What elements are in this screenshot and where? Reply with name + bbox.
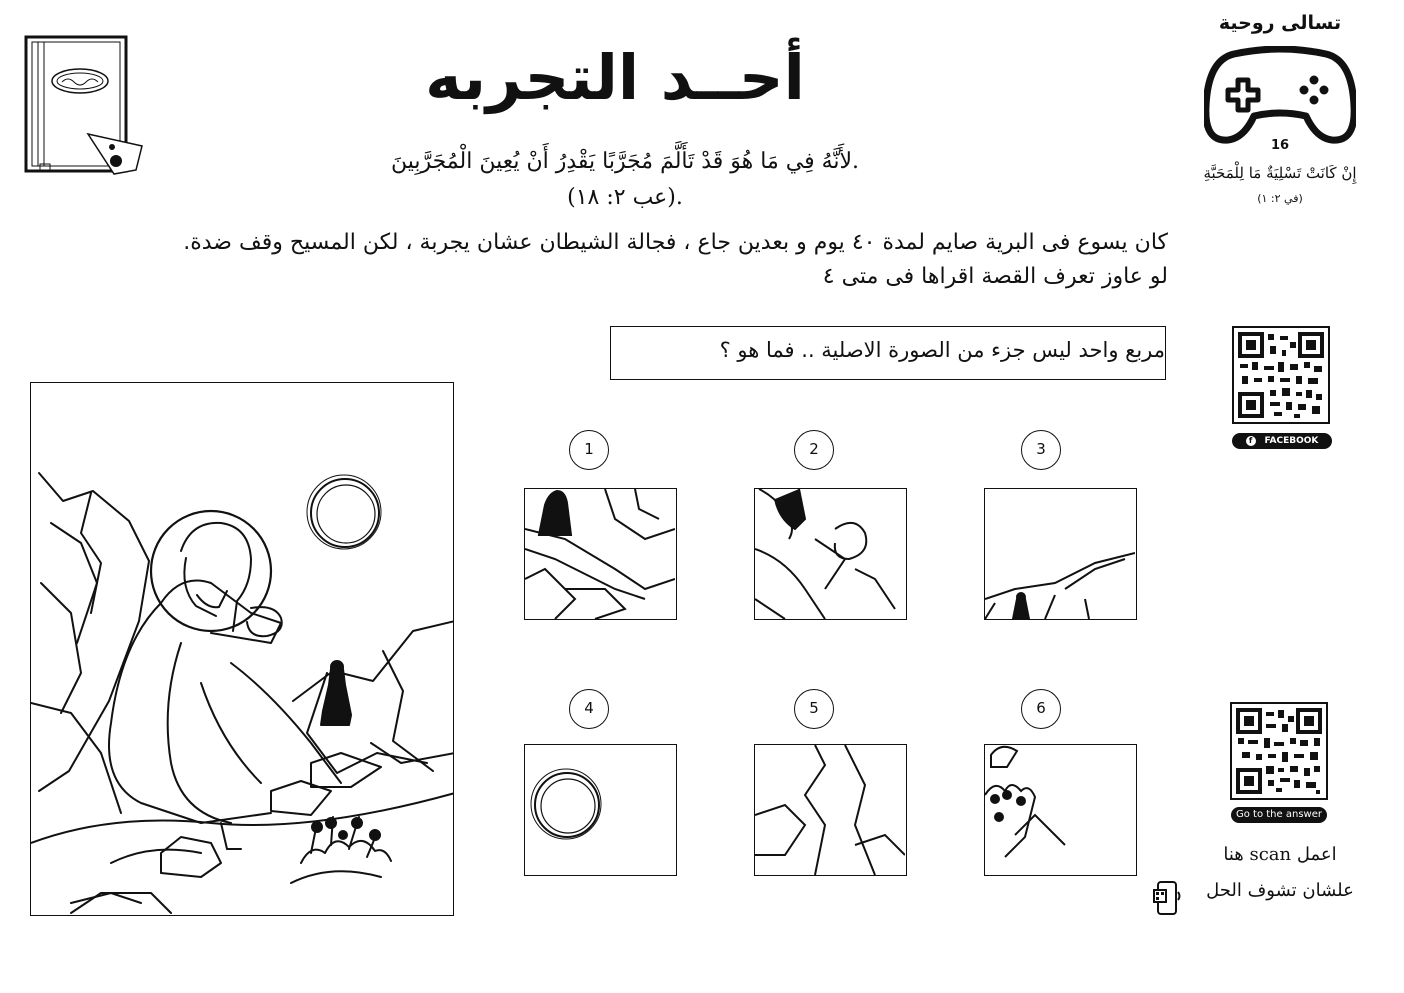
- story-line-2: لو عاوز تعرف القصة اقراها فى متى ٤: [822, 264, 1168, 289]
- answer-qr-code[interactable]: [1230, 702, 1328, 800]
- book-logo: [24, 34, 146, 176]
- scan-instruction-2: علشان تشوف الحل: [1206, 880, 1354, 901]
- facebook-label: FACEBOOK: [1264, 436, 1319, 446]
- scan-instruction-1: اعمل scan هنا: [1223, 844, 1337, 865]
- puzzle-piece-6[interactable]: [984, 744, 1137, 876]
- puzzle-piece-2[interactable]: [754, 488, 907, 620]
- puzzle-piece-1[interactable]: [524, 488, 677, 620]
- bible-verse-reference: .(عب ٢: ١٨): [567, 185, 683, 210]
- page-title: أحــد التجربه: [425, 41, 805, 114]
- option-number-1: 1: [569, 430, 609, 470]
- facebook-qr-code[interactable]: [1232, 326, 1330, 424]
- option-number-3: 3: [1021, 430, 1061, 470]
- bible-verse: .لأَنَّهُ فِي مَا هُوَ قَدْ تَأَلَّمَ مُجَرَّبًا يَقْدِرُ أَنْ يُعِينَ الْمُجَرَّبِينَ: [390, 149, 860, 174]
- facebook-icon: f: [1246, 436, 1256, 446]
- brand-verse: إِنْ كَانَتْ تَسْلِيَةٌ مَا لِلْمَحَبَّةِ: [1203, 164, 1357, 182]
- answer-link-pill[interactable]: Go to the answer: [1231, 807, 1327, 823]
- facebook-label-pill[interactable]: [1232, 433, 1332, 449]
- puzzle-piece-5[interactable]: [754, 744, 907, 876]
- puzzle-piece-4[interactable]: [524, 744, 677, 876]
- brand-verse-reference: (في ٢: ١): [1257, 192, 1303, 205]
- story-text: [30, 226, 1168, 294]
- option-number-2: 2: [794, 430, 834, 470]
- brand-name: تسالى روحية: [1218, 12, 1342, 34]
- story-line-1: كان يسوع فى البرية صايم لمدة ٤٠ يوم و بعدين جاع ، فجالة الشيطان عشان يجربة ، لكن المسيح وقف ضدة.: [183, 230, 1168, 255]
- option-number-4: 4: [569, 689, 609, 729]
- puzzle-piece-3[interactable]: [984, 488, 1137, 620]
- phone-scan-icon: [1152, 880, 1182, 916]
- issue-number: 16: [1270, 138, 1290, 153]
- option-number-6: 6: [1021, 689, 1061, 729]
- gamepad-icon: [1204, 46, 1356, 146]
- puzzle-question: مربع واحد ليس جزء من الصورة الاصلية .. فما هو ؟: [610, 326, 1166, 380]
- option-number-5: 5: [794, 689, 834, 729]
- main-illustration: [30, 382, 454, 916]
